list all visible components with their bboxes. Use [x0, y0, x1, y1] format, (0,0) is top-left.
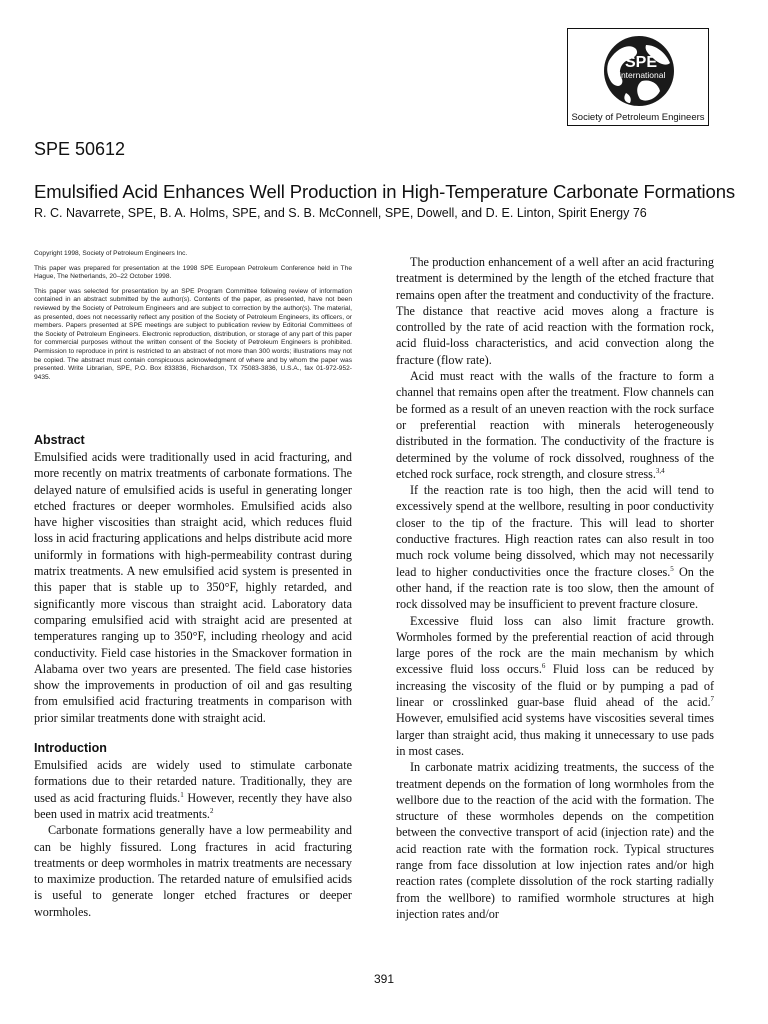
body-paragraph-3: If the reaction rate is too high, then the acid will tend to excessively spend at the wellbore, resulting in poor conductivity closer to the tip of the fracture. This will lead to shorter conductive fractures. High reaction rates can also result in too much rock volume being dissolved, which may not necessarily lead to higher conductivities once the fracture closes.$^5$ On the other hand, if the reaction rate is too slow, then the amount of rock dissolved may be insufficient to prevent fracture closure.: [396, 483, 714, 612]
introduction-heading: Introduction: [34, 741, 107, 756]
logo-emblem-text: SPE: [624, 54, 658, 71]
reference-mark: 3,4: [655, 466, 665, 475]
body-paragraph-4: Excessive fluid loss can also limit fracture growth. Wormholes formed by the preferential reaction of acid through large pores of the rock are the main mechanism by which excessive fluid loss occurs.$^6$ Fluid loss can be reduced by increasing the viscosity of the fluid or by pumping a pad of linear or crosslinked guar-base fluid ahead of the acid.$^7$ However, emulsified acid systems have viscosities several times larger than straight acid, thus making it unnecessary to use pads in most cases.: [396, 613, 714, 758]
introduction-paragraph-1: Emulsified acids are widely used to stimulate carbonate formations due to their retarded nature. Traditionally, they are used as acid fracturing fluids.$^1$ However, recently they have also been used in matrix acid treatments.$^2$: [34, 758, 352, 821]
logo-emblem-subtext: International: [618, 70, 666, 80]
body-paragraph-2: Acid must react with the walls of the fracture to form a channel that remains open after the treatment. Flow channels can be formed as a result of an uneven reaction with the rock surface or preferential reaction with minerals heterogeneously distributed in the formation. The conductivity of the fracture is determined by the volume of rock dissolved, roughness of the etched rock surface, rock strength, and closure stress.$^{3,4}$: [396, 369, 714, 481]
paper-number: SPE 50612: [34, 139, 126, 159]
logo-caption: Society of Petroleum Engineers: [571, 112, 705, 123]
spe-logo: [567, 28, 709, 126]
review-disclaimer: This paper was selected for presentation by an SPE Program Committee following review of information contained in an abstract submitted by the author(s). Contents of the paper, as presented, have not been reviewed by the Society of Petroleum Engineers and are subject to correction by the author(s). The material, as presented, does not necessarily reflect any position of the Society of Petroleum Engineers, its officers, or members. Papers presented at SPE meetings are subject to publication review by Editorial Committees of the Society of Petroleum Engineers. Electronic reproduction, distribution, or storage of any part of this paper for commercial purposes without the written consent of the Society of Petroleum Engineers is prohibited. Permission to reproduce in print is restricted to an abstract of not more than 300 words; illustrations may not be copied. The abstract must contain conspicuous acknowledgment of where and by whom the paper was presented. Write Librarian, SPE, P.O. Box 833836, Richardson, TX 75083-3836, U.S.A., fax 01-972-952-9435.: [34, 287, 352, 381]
reference-mark: 7: [710, 694, 714, 703]
copyright-line: Copyright 1998, Society of Petroleum Engineers Inc.: [34, 250, 188, 257]
reference-mark: 6: [541, 662, 546, 671]
page-number: 391: [373, 972, 395, 986]
paper-title: Emulsified Acid Enhances Well Production in High-Temperature Carbonate Formations: [34, 181, 736, 202]
left-column: [34, 432, 352, 920]
abstract-text: Emulsified acids were traditionally used in acid fracturing, and more recently on matrix treatments of carbonate formations. The delayed nature of emulsified acids is useful in generating longer etched fractures or deeper wormholes. Emulsified acids also have higher viscosities than straight acid, which reduces fluid loss in acid fracturing applications and helps distribute acid more uniformly in formations with high-permeability contrast during matrix treatments. A new emulsified acid system is presented in this paper that is stable up to 350°F, highly retarded, and significantly more viscous than straight acid. Laboratory data comparing emulsified acid with straight acid are presented at temperatures ranging up to 350°F, including rheology and acid conductivity. Field case histories in the Smackover formation in Alabama over two years are presented. The field case histories show the improvements in production of oil and gas resulting from emulsified acid fracturing treatments in comparison with prior similar treatments done with straight acid.: [34, 450, 352, 725]
reference-mark: 2: [209, 806, 214, 815]
paper-authors: R. C. Navarrete, SPE, B. A. Holms, SPE, and S. B. McConnell, SPE, Dowell, and D. E. Linton, Spirit Energy 76: [34, 206, 647, 220]
abstract-heading: Abstract: [34, 433, 85, 447]
presentation-note: This paper was prepared for presentation at the 1998 SPE European Petroleum Conference held in The Hague, The Netherlands, 20–22 October 1998.: [34, 264, 352, 281]
introduction-paragraph-2: Carbonate formations generally have a low permeability and can be highly fissured. Long fractures in acid fracturing treatments or deep wormholes in matrix treatments are necessary to maximize production. The retarded nature of emulsified acids is useful to generate longer etched fractures or deeper wormholes.: [34, 823, 352, 919]
right-column: [396, 254, 714, 922]
reference-mark: 5: [670, 564, 674, 573]
reference-mark: 1: [180, 790, 184, 799]
copyright-notice: [34, 250, 352, 388]
body-paragraph-5: In carbonate matrix acidizing treatments, the success of the treatment depends on the formation of long wormholes from the wellbore due to the reaction of the acid with the formation. The structure of these wormholes depends on the competition between the convective transport of acid (injection rate) and the acid reaction rate with the formation rock. Typical structures range from face dissolution at low injection rates and/or high reaction rates (complete dissolution of the rock starting radially from the wellbore) to ramified wormhole structures at high injection rates and/or: [396, 760, 714, 921]
globe-icon: [596, 33, 682, 109]
body-paragraph-1: The production enhancement of a well after an acid fracturing treatment is determined by the length of the etched fracture that remains open after the treatment and conductivity of the fracture. The distance that reactive acid moves along a fracture is controlled by the rate of acid reaction with the formation rock, acid fluid-loss characteristics, and acid convection along the fracture (flow rate).: [396, 255, 714, 367]
